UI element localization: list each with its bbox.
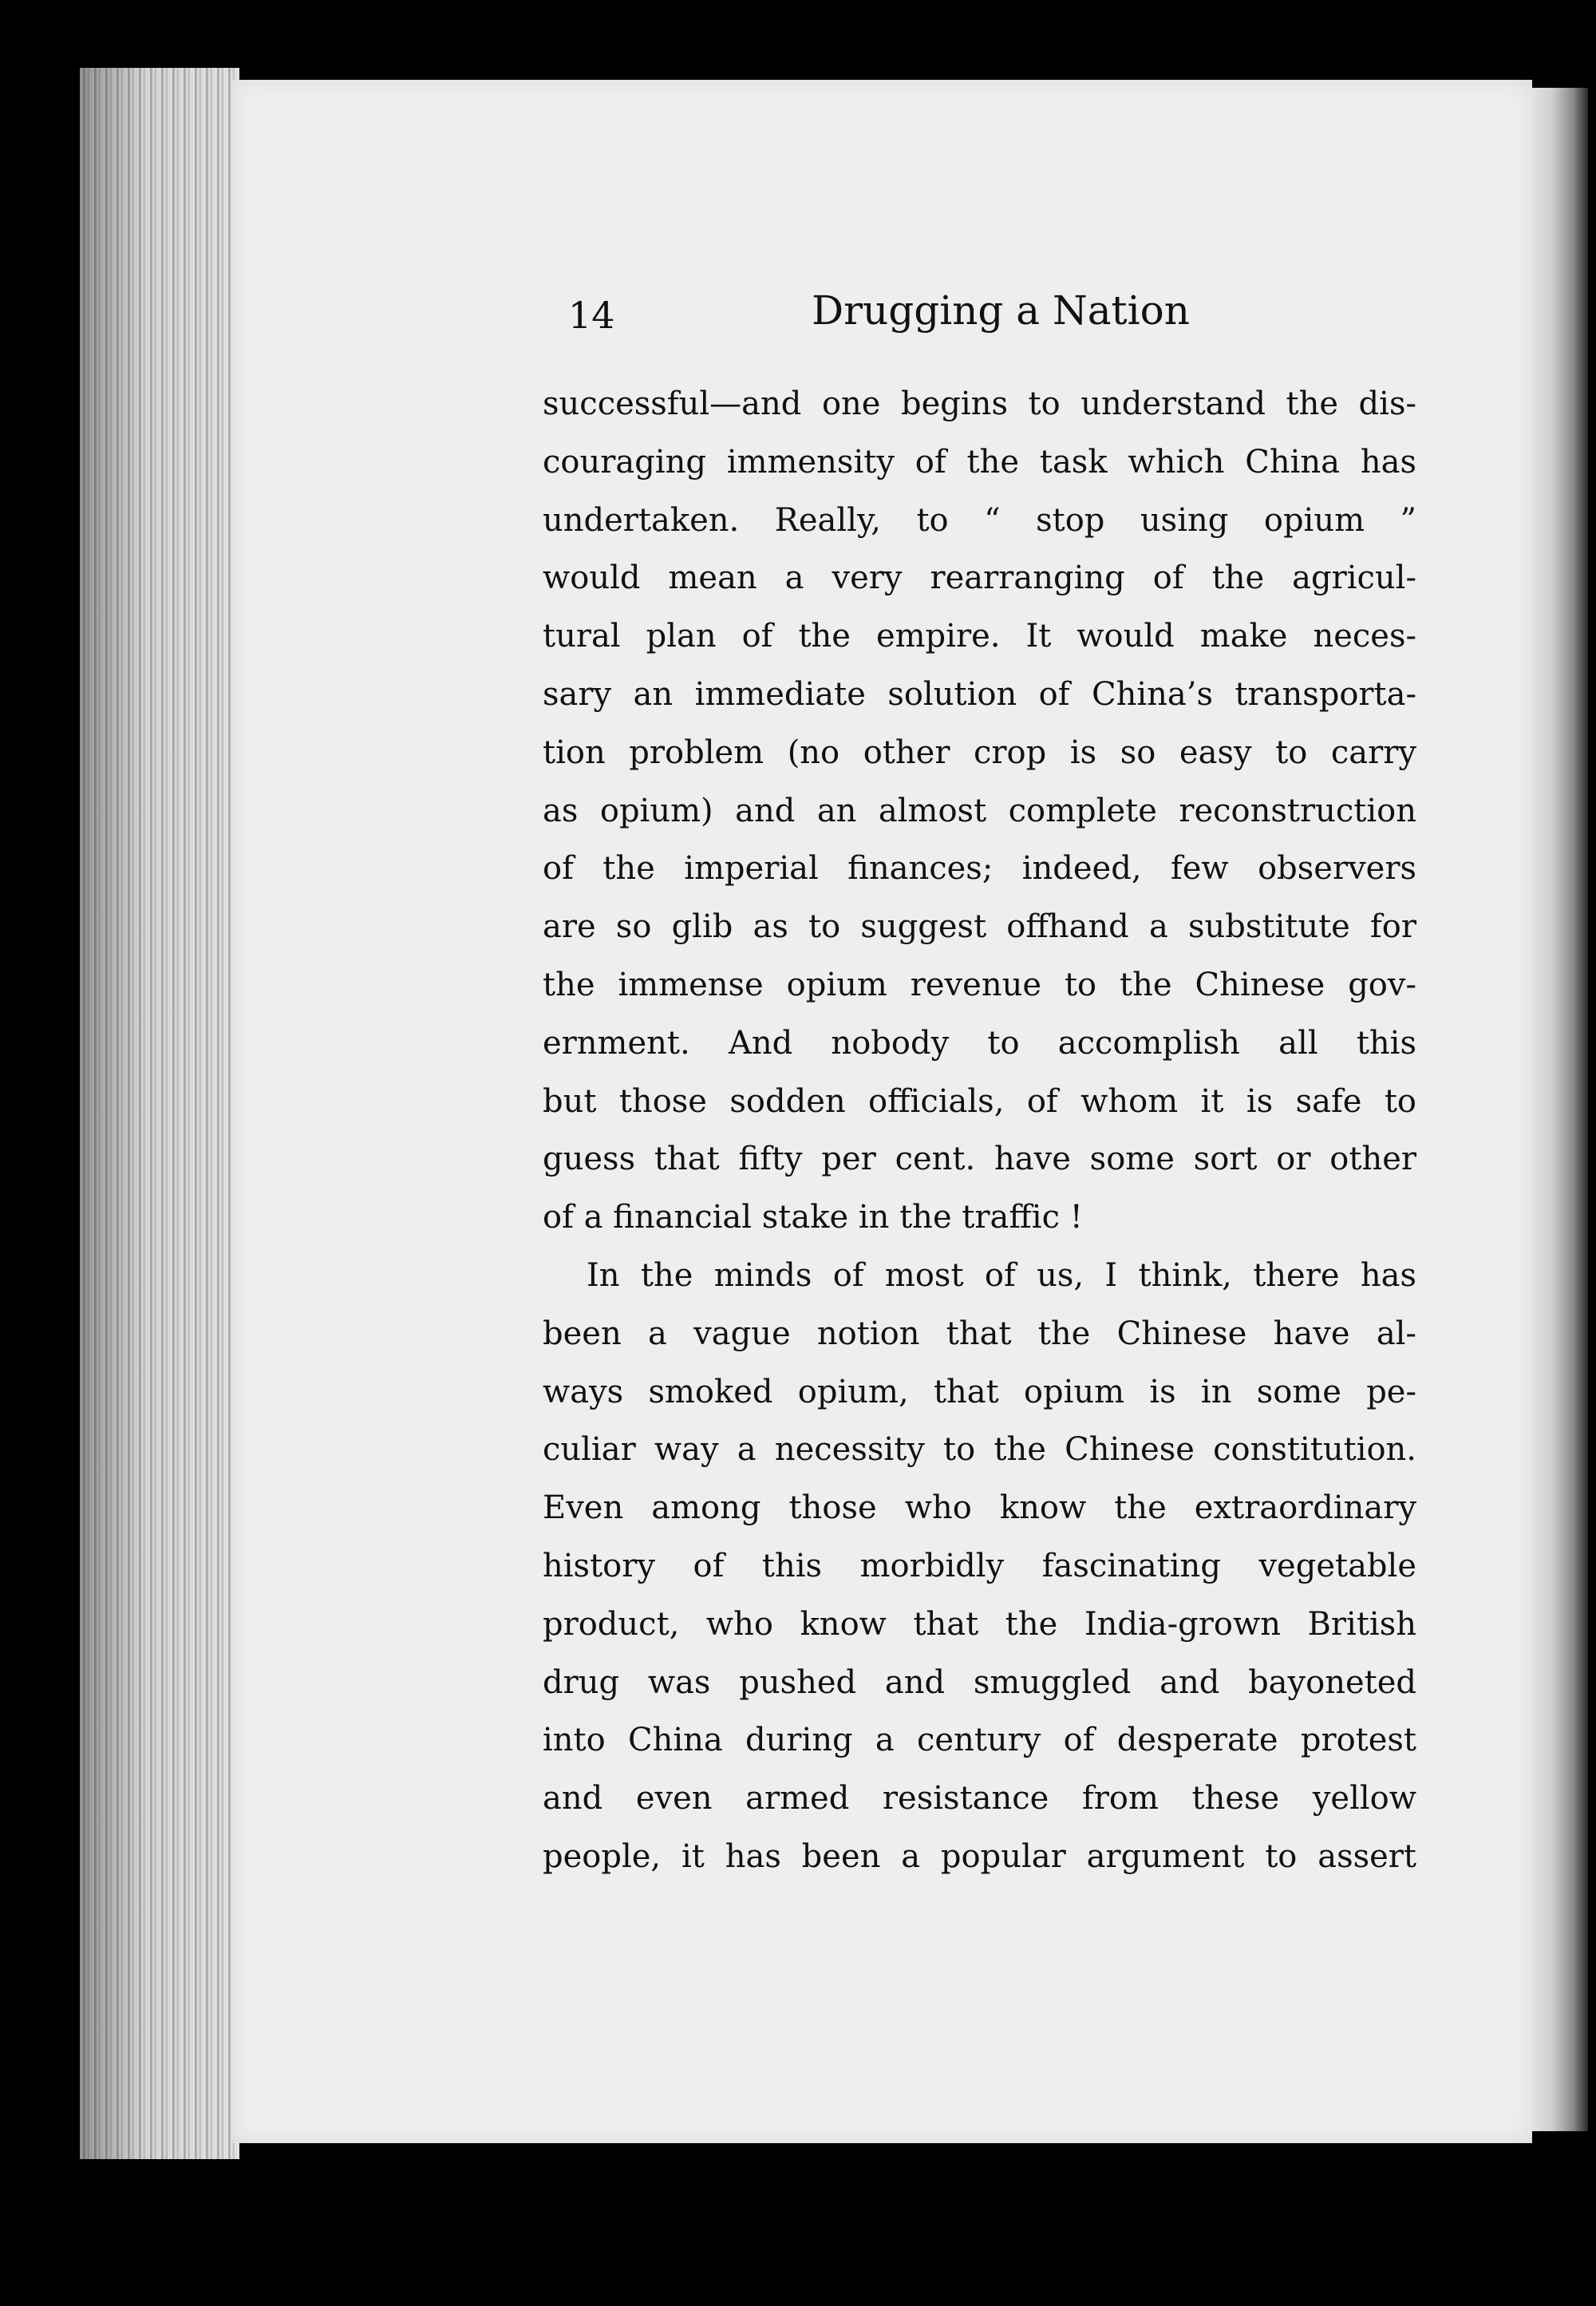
running-title: Drugging a Nation [812, 287, 1190, 334]
text-line: history of this morbidly fascinating vegetable [543, 1547, 1416, 1584]
text-line: people, it has been a popular argument to assert [543, 1837, 1416, 1875]
text-line: drug was pushed and smuggled and bayoneted [543, 1663, 1416, 1701]
text-line: but those sodden officials, of whom it is safe to [543, 1082, 1416, 1120]
text-line: Even among those who know the extraordinary [543, 1489, 1416, 1527]
text-line: ways smoked opium, that opium is in some pe- [543, 1373, 1416, 1410]
text-line: are so glib as to suggest offhand a substitute for [543, 908, 1416, 946]
text-line: sary an immediate solution of China’s transporta- [543, 675, 1416, 713]
right-page-edge [1528, 88, 1588, 2131]
text-line: culiar way a necessity to the Chinese constitution. [543, 1431, 1416, 1469]
text-line: ernment. And nobody to accomplish all this [543, 1024, 1416, 1062]
paragraph-start-line: In the minds of most of us, I think, there has [587, 1256, 1416, 1294]
text-line: couraging immensity of the task which China has [543, 443, 1416, 481]
body-text [543, 375, 1416, 1932]
page-number: 14 [568, 294, 615, 337]
page-header [568, 287, 1207, 351]
text-line: as opium) and an almost complete reconstruction [543, 792, 1416, 829]
page-edge-shadow [80, 68, 239, 2159]
text-line: guess that fifty per cent. have some sort or other [543, 1141, 1416, 1178]
text-line: tural plan of the empire. It would make neces- [543, 618, 1416, 655]
text-line: and even armed resistance from these yellow [543, 1780, 1416, 1818]
text-line: undertaken. Really, to “ stop using opium ” [543, 501, 1416, 539]
text-line: product, who know that the India-grown British [543, 1605, 1416, 1643]
text-line: been a vague notion that the Chinese have al- [543, 1315, 1416, 1352]
paragraph-end-line: of a financial stake in the traffic ! [543, 1199, 1083, 1236]
text-line: would mean a very rearranging of the agricul- [543, 560, 1416, 597]
text-line: into China during a century of desperate protest [543, 1722, 1416, 1759]
text-line: tion problem (no other crop is so easy to carry [543, 734, 1416, 771]
text-line: of the imperial finances; indeed, few observers [543, 850, 1416, 888]
text-line: the immense opium revenue to the Chinese gov- [543, 966, 1416, 1003]
text-line: successful—and one begins to understand the dis- [543, 386, 1416, 422]
